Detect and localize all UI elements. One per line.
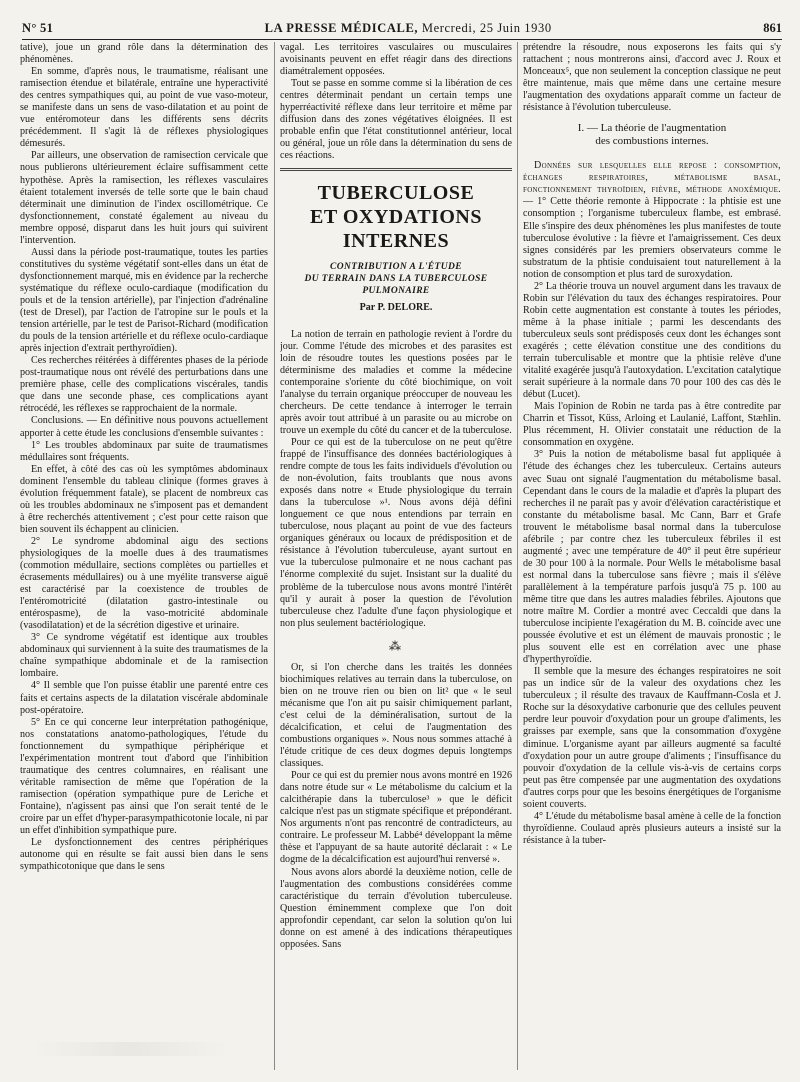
article-subtitle-line: CONTRIBUTION A L'ÉTUDE	[330, 262, 462, 273]
paragraph: Pour ce qui est du premier nous avons montré en 1926 dans notre étude sur « Le métabolisme du calcium et la calcithérapie dans la tuberculose³ » que le déficit calcique n'est pas un stigmate spécifique et prépondérant. Nos arguments n'ont pas rencontré de contradicteurs, au contraire. Le professeur M. Labbé⁴ développant la même thèse et l'appuyant de sa haute autorité déclarait : « Le dogme de la décalcification est aujourd'hui renversé ».	[280, 770, 512, 866]
column-separator	[517, 42, 518, 1070]
lead-caps-heading: Données sur lesquelles elle repose : consomption, échanges respiratoires, métabolisme basal, fonctionnement thyroïdien, fièvre, méthode anoxémique.	[523, 160, 781, 196]
paragraph: vagal. Les territoires vasculaires ou musculaires avoisinants peuvent en effet réagir dans des directions diamétralement opposées.	[280, 42, 512, 78]
paragraph: 5° En ce qui concerne leur interprétation pathogénique, nos constatations anatomo-pathologiques, l'étude du fonctionnement du sympathique périphérique et l'expérimentation montrent tout d'abord que l'inhibition traumatique des centres columnaires, en réalisant une véritable ramisection de même que l'opération de la ramisection (opération sympathique pure de Leriche et Fontaine), n'agissent pas ainsi que l'on serait tenté de le croire par un effet d'hyper-parasympathicotonie locale, ni par un effet d'inhibition sympathique pure.	[20, 716, 268, 837]
paragraph: Ces recherches réitérées à différentes phases de la période post-traumatique nous ont révélé des perturbations dans une première phase, celle des complications viscérales, tandis que dans une seconde phase, ces complications ayant rétrocédé, les réflexes se rapprochaient de la normale.	[20, 355, 268, 415]
title-rule	[280, 170, 512, 171]
lead-text: — 1° Cette théorie remonte à Hippocrate : la phtisie est une consomption ; l'organisme tuberculeux flambe, est embrasé. Elle s'inspire des deux phénomènes les plus manifestes de toute tuberculose évolutive : la fièvre et l'amaigrissement. Ces deux signes considérés par les premiers observateurs comme le substratum de la phtisie conduisaient tout naturellement à la notion de consomption et plus tard de suroxydation.	[523, 196, 781, 280]
paragraph: En effet, à côté des cas où les symptômes abdominaux dominent l'ensemble du tableau clinique (formes graves à évolution fréquemment fatale), se placent de nombreux cas où les troubles abdominaux ne s'imposent pas et demandent à être recherchés attentivement ; c'est pour cette raison que bien souvent ils échappent au clinicien.	[20, 463, 268, 535]
paragraph: Il semble que la mesure des échanges respiratoires ne soit pas un indice sûr de la valeur des oxydations chez les tuberculeux ; il résulte des travaux de Kauffmann-Cosla et J. Roche sur la désoxydative carbonurie que des cellules peuvent perdre leur pouvoir d'oxydation pour un groupe d'aliments, les graisses par exemple, sans que la consommation d'oxygène diminue. L'organisme ayant par ailleurs augmenté sa faculté d'oxydation pour un autre groupe d'aliments ; l'insuffisance du pouvoir d'oxydation de la cellule vis-à-vis de certains corps peut pas être compensée par une augmentation des oxydations d'autres corps pour que les besoins énergétiques de l'organisme soient couverts.	[523, 666, 781, 810]
paragraph: Le dysfonctionnement des centres périphériques autonome qui en résulte se fait aussi bien dans le sens sympathicotonique que dans le sens	[20, 837, 268, 873]
column-separator	[274, 42, 275, 1070]
paragraph: 3° Puis la notion de métabolisme basal fut appliquée à l'étude des échanges chez les tuberculeux. Certains auteurs avec Suau ont signalé l'augmentation du métabolisme basal. Cependant dans le cours de la maladie et d'après la plupart des recherches il ne paraît pas y avoir d'élévation caractéristique et constante du métabolisme basal. Mc Cann, Barr et Grafe trouvent le métabolisme basal normal dans la tuberculose afébrile ; par contre chez les tuberculeux fébriles il est augmenté ; avec une température de 40° il peut être supérieur de 30 pour 100 à la normale. Pour Wells le métabolisme basal est normal dans la tuberculose sans fièvre ; mais il s'élève parallèlement à la température parfois jusqu'à 75 p. 100 au même titre que dans les autres maladies fébriles. Ajoutons que notre maître M. Cordier a montré avec Ceccaldi que dans la tuberculose incipiente l'exagération du M. B. coïncide avec une poussée évolutive et est un élément de mauvais pronostic ; le plus souvent elle est en corrélation avec une phase d'hyperthyroïdie.	[523, 449, 781, 666]
asterism-divider: ⁂	[389, 638, 403, 653]
article-author: Par P. DELORE.	[359, 302, 433, 314]
paragraph: La notion de terrain en pathologie revient à l'ordre du jour. Comme l'étude des microbes et des parasites est loin de résoudre toutes les questions posées par le déterminisme des maladies et comme la médecine contemporaine s'oriente du côté biochimique, on voit l'analyse du terrain organique préoccuper de nouveau les chercheurs. De cette tendance à interroger le terrain après avoir tout attribué à un parasite ou au microbe on trouve un exemple du côté du cancer et de la tuberculose.	[280, 328, 512, 436]
paragraph: Or, si l'on cherche dans les traités les données biochimiques relatives au terrain dans la tuberculose, on bien on ne trouve rien ou bien on lit² que « le seul mécanisme que l'on ait pu saisir chimiquement parlant, c'est celui de la déminéralisation, surtout de la décalcification, et celui de l'augmentation des combustions organiques ». Nous nous sommes attaché à l'étude critique de ces deux dogmes depuis longtemps classiques.	[280, 661, 512, 770]
paragraph: 2° Le syndrome abdominal aigu des sections physiologiques de la moelle dues à des traumatismes (commotion médullaire, sections complètes ou partielles et écrasements médullaires) ou à une myélite transverse aiguë est caractérisé par la coexistence de troubles de l'entéromotricité (dilatation gastro-intestinale ou entérospasme), de la vaso-motricité abdominale (vasodilatation) et de la sécrétion digestive et urinaire.	[20, 535, 268, 632]
article-title-line: TUBERCULOSE	[317, 182, 475, 205]
section-title-line: I. — La théorie de l'augmentation	[577, 122, 727, 135]
conclusions-paragraph: Conclusions. — En définitive nous pouvons actuellement apporter à cette étude les conclusions d'ensemble suivantes :	[20, 415, 268, 439]
page-header	[22, 14, 782, 40]
issue-number: N° 51	[22, 21, 54, 35]
paragraph: 2° La théorie trouva un nouvel argument dans les travaux de Robin sur l'élévation du taux des échanges respiratoires. Pour Robin cette augmentation est constante à toutes les périodes, même à la phase initiale ; parmi les descendants des tuberculeux seuls sont prédisposés ceux dont les échanges sont exagérés ; cette élévation constitue une des conditions du terrain tuberculisable et montre que la phtisie relève d'une vitalité exagérée jusqu'à l'autoxydation. L'excitation catalytique serait supérieure à la normale dans 70 pour 100 des cas dès le début (Lucet).	[523, 280, 781, 401]
lead-paragraph	[523, 160, 781, 280]
title-rule	[280, 168, 512, 169]
paragraph: Aussi dans la période post-traumatique, toutes les parties constitutives du système végétatif sont-elles dans un état de dysfonctionnement marqué, mis en évidence par la recherche systématique du réflexe oculo-cardiaque (modification du pouls et de la tension artérielle), par l'injection d'adrénaline (test de Dresel), par l'action de l'atropine sur le pouls et la tension artérielle, par le test de Parisot-Richard (modification du pouls de la tension artérielle et du réflexe oculo-cardiaque après injection d'extrait perthyroïdien).	[20, 246, 268, 355]
article-title-line: ET OXYDATIONS INTERNES	[310, 206, 482, 253]
paragraph: Nous avons alors abordé la deuxième notion, celle de l'augmentation des combustions considérées comme caractéristique du terrain d'évolution tuberculeuse. Question éminemment complexe que l'on doit approfondir cependant, car selon la solution qu'on lui donne on est amené à des indications thérapeutiques opposées. Sans	[280, 866, 512, 950]
paragraph: 4° L'étude du métabolisme basal amène à celle de la fonction thyroïdienne. Coulaud après plusieurs auteurs a insisté sur la résistance à la tuber-	[523, 810, 781, 846]
column-2	[280, 42, 512, 1070]
issue-date: Mercredi, 25 Juin 1930	[421, 21, 552, 35]
journal-name: LA PRESSE MÉDICALE,	[264, 21, 419, 35]
paragraph: Tout se passe en somme comme si la libération de ces centres déterminait pendant un certain temps une hyperréactivité réflexe dans leur territoire et même par diffusion dans des zones végétatives éloignées. Il est probable enfin que l'état constitutionnel antérieur, local ou général, joue un rôle dans la détermination du sens de ces réactions.	[280, 78, 512, 162]
paragraph: prétendre la résoudre, nous exposerons les faits qui s'y rattachent ; nous montrerons ainsi, d'accord avec J. Roux et Monceaux⁵, que non seulement la conception classique ne peut être maintenue, mais que même dans une certaine mesure l'augmentation des oxydations apparaît comme un facteur de résistance à l'évolution tuberculeuse.	[523, 42, 781, 114]
section-title-line: des combustions internes.	[595, 135, 709, 148]
paragraph: En somme, d'après nous, le traumatisme, réalisant une ramisection étendue et bilatérale, entraîne une hyperactivité des centres sympathiques qui, au point de vue vaso-moteur, se manifeste dans un sens de vaso-dilatation et au point de vue entéromoteur dans les différents sens décrits précédemment. Il s'agit là de réflexes physiologiques démesurés.	[20, 66, 268, 150]
paragraph: Pour ce qui est de la tuberculose on ne peut qu'être frappé de l'insuffisance des données bactériologiques à rendre compte de tous les faits individuels d'évolution ou de non-évolution, faits troublants que nous avons exposés dans notre « Etude physiologique du terrain dans la tuberculose »¹. Nous avons déjà défini longuement ce que nous entendions par terrain en tuberculose, nous plaçant au point de vue des facteurs organiques généraux ou locaux de prédisposition et de résistance à l'évolution tuberculeuse, ayant surtout en vue la tuberculose pulmonaire et ne nous cachant pas l'énorme complexité du sujet. Insistant sur la dualité du problème de la tuberculose nous avons montré l'intérêt qu'il y aurait à poser la question de l'évolution tuberculeuse chez l'adulte d'une façon physiologique et non plus seulement bactériologique.	[280, 436, 512, 629]
column-3	[523, 42, 781, 1070]
section-title	[523, 122, 781, 148]
masthead	[265, 21, 552, 36]
paragraph: 3° Ce syndrome végétatif est identique aux troubles abdominaux qui surviennent à la suite des traumatismes de la chaîne sympathique abdominale et de la ramisection lombaire.	[20, 632, 268, 680]
paragraph: tative), joue un grand rôle dans la détermination des phénomènes.	[20, 42, 268, 66]
article-subtitle-line: DU TERRAIN DANS LA TUBERCULOSE PULMONAIRE	[304, 274, 488, 297]
article-title	[280, 181, 512, 253]
column-1	[20, 42, 268, 1070]
page-number: 861	[763, 21, 782, 35]
article-subtitle	[280, 261, 512, 297]
paragraph: Par ailleurs, une observation de ramisection cervicale que nous publierons ultérieurement éclaire suffisamment cette hypothèse. Après la ramisection, les réflexes vasculaires étaient totalement inversés de telle sorte que le bain chaud déterminait une diminution de l'index oscillométrique. Ce dysfonctionnement, constaté également au niveau du membre opposé, disparut dans les huit jours qui suivirent l'intervention.	[20, 150, 268, 246]
paragraph: 4° Il semble que l'on puisse établir une parenté entre ces faits et certains aspects de la dilatation viscérale abdominale post-opératoire.	[20, 680, 268, 716]
paper-smudge	[30, 1042, 230, 1056]
paragraph: Mais l'opinion de Robin ne tarda pas à être contredite par Charrin et Tissot, Küss, Arloing et Laulanié, Laffont, Stæhlin. Plus récemment, H. Olivier constatait une réduction de la consommation en oxygène.	[523, 401, 781, 449]
paragraph: 1° Les troubles abdominaux par suite de traumatismes médullaires sont fréquents.	[20, 439, 268, 463]
